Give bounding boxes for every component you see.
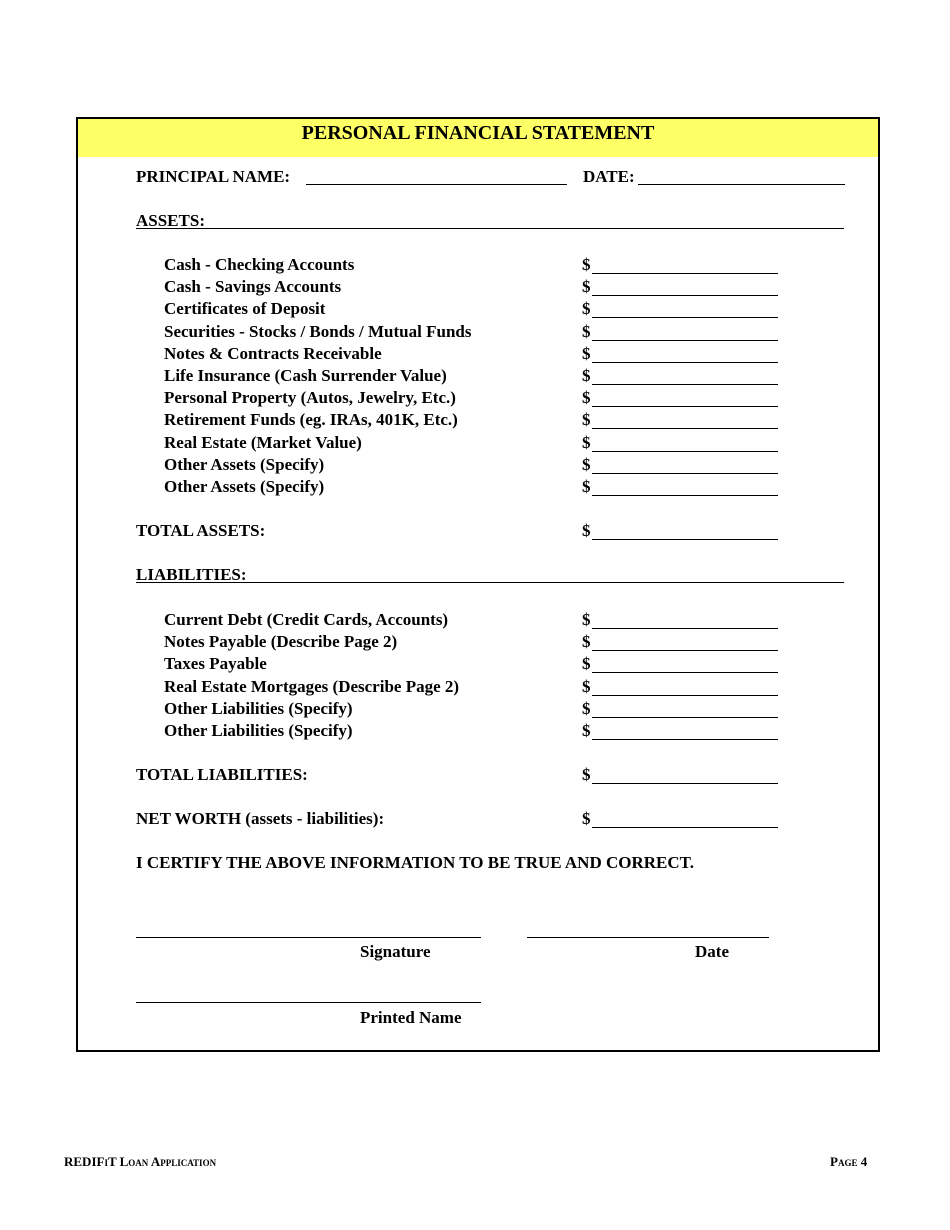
amount-line <box>592 384 778 385</box>
dollar-sign: $ <box>582 610 591 629</box>
asset-amount-field[interactable] <box>582 299 778 321</box>
dollar-sign: $ <box>582 721 591 740</box>
dollar-sign: $ <box>582 366 591 385</box>
asset-amount-field[interactable] <box>582 477 778 499</box>
date-field[interactable] <box>638 184 845 185</box>
dollar-sign: $ <box>582 277 591 297</box>
liability-amount-field[interactable] <box>582 699 778 721</box>
asset-amount-field[interactable] <box>582 366 778 388</box>
asset-item-label: Life Insurance (Cash Surrender Value) <box>164 366 447 385</box>
dollar-sign: $ <box>582 454 591 474</box>
asset-item-label: Other Assets (Specify) <box>164 477 325 496</box>
asset-amount-field[interactable] <box>582 344 778 366</box>
dollar-sign: $ <box>582 321 591 341</box>
total-liabilities-field[interactable] <box>582 765 778 787</box>
amount-line <box>592 473 778 474</box>
printed-name-line[interactable] <box>136 1002 481 1003</box>
assets-heading: ASSETS: <box>136 211 205 230</box>
amount-line <box>592 628 778 629</box>
amount-line <box>592 340 778 341</box>
asset-amount-field[interactable] <box>582 433 778 455</box>
asset-item-label: Other Assets (Specify) <box>164 454 325 474</box>
amount-line <box>592 428 778 429</box>
dollar-sign: $ <box>582 477 591 496</box>
amount-line <box>592 495 778 496</box>
dollar-sign: $ <box>582 521 591 540</box>
asset-item-label: Notes & Contracts Receivable <box>164 343 382 363</box>
liability-item-label: Other Liabilities (Specify) <box>164 698 353 718</box>
liabilities-heading: LIABILITIES: <box>136 565 247 584</box>
liability-item-label: Real Estate Mortgages (Describe Page 2) <box>164 676 460 696</box>
asset-item-label: Cash - Checking Accounts <box>164 255 355 274</box>
certify-statement: I CERTIFY THE ABOVE INFORMATION TO BE TRUE AND CORRECT. <box>136 853 694 872</box>
page-title: PERSONAL FINANCIAL STATEMENT <box>301 122 655 144</box>
sign-date-label: Date <box>695 942 729 961</box>
dollar-sign: $ <box>582 343 591 363</box>
date-label: DATE: <box>583 167 635 186</box>
amount-line <box>592 695 778 696</box>
asset-amount-field[interactable] <box>582 255 778 277</box>
amount-line <box>592 739 778 740</box>
asset-item-label: Personal Property (Autos, Jewelry, Etc.) <box>164 388 456 408</box>
dollar-sign: $ <box>582 255 591 274</box>
liability-item-label: Notes Payable (Describe Page 2) <box>164 632 398 652</box>
amount-line <box>592 362 778 363</box>
liability-amount-field[interactable] <box>582 654 778 676</box>
dollar-sign: $ <box>582 698 591 718</box>
amount-line <box>592 783 778 784</box>
net-worth-label: NET WORTH (assets - liabilities): <box>136 809 385 828</box>
dollar-sign: $ <box>582 654 591 674</box>
asset-amount-field[interactable] <box>582 455 778 477</box>
dollar-sign: $ <box>582 432 591 452</box>
dollar-sign: $ <box>582 765 591 784</box>
sign-date-line[interactable] <box>527 937 769 938</box>
footer-page-number: Page 4 <box>830 1154 868 1169</box>
amount-line <box>592 451 778 452</box>
liability-item-label: Taxes Payable <box>164 654 267 674</box>
dollar-sign: $ <box>582 676 591 696</box>
liability-amount-field[interactable] <box>582 721 778 743</box>
liability-amount-field[interactable] <box>582 677 778 699</box>
dollar-sign: $ <box>582 410 591 430</box>
title-banner <box>78 119 878 157</box>
amount-line <box>592 650 778 651</box>
net-worth-field[interactable] <box>582 809 778 831</box>
printed-name-label: Printed Name <box>360 1008 462 1027</box>
amount-line <box>592 539 778 540</box>
asset-amount-field[interactable] <box>582 322 778 344</box>
dollar-sign: $ <box>582 299 591 319</box>
total-assets-label: TOTAL ASSETS: <box>136 521 266 540</box>
amount-line <box>592 827 778 828</box>
amount-line <box>592 672 778 673</box>
total-assets-field[interactable] <box>582 521 778 543</box>
asset-item-label: Retirement Funds (eg. IRAs, 401K, Etc.) <box>164 410 458 430</box>
signature-label: Signature <box>360 942 431 961</box>
liability-item-label: Other Liabilities (Specify) <box>164 721 353 740</box>
liability-item-label: Current Debt (Credit Cards, Accounts) <box>164 610 449 629</box>
asset-amount-field[interactable] <box>582 410 778 432</box>
footer-app-name: REDIFiT Loan Application <box>64 1154 217 1169</box>
amount-line <box>592 717 778 718</box>
amount-line <box>592 406 778 407</box>
liability-amount-field[interactable] <box>582 610 778 632</box>
asset-amount-field[interactable] <box>582 277 778 299</box>
asset-item-label: Real Estate (Market Value) <box>164 432 362 452</box>
liability-amount-field[interactable] <box>582 632 778 654</box>
amount-line <box>592 317 778 318</box>
principal-name-label: PRINCIPAL NAME: <box>136 167 291 186</box>
asset-amount-field[interactable] <box>582 388 778 410</box>
amount-line <box>592 295 778 296</box>
asset-item-label: Cash - Savings Accounts <box>164 277 342 297</box>
dollar-sign: $ <box>582 388 591 408</box>
assets-heading-underline <box>136 228 844 229</box>
amount-line <box>592 273 778 274</box>
liabilities-heading-underline <box>136 582 844 583</box>
asset-item-label: Securities - Stocks / Bonds / Mutual Funds <box>164 321 472 341</box>
signature-line[interactable] <box>136 937 481 938</box>
total-liabilities-label: TOTAL LIABILITIES: <box>136 765 308 784</box>
principal-name-field[interactable] <box>306 184 567 185</box>
dollar-sign: $ <box>582 632 591 652</box>
asset-item-label: Certificates of Deposit <box>164 299 326 319</box>
dollar-sign: $ <box>582 809 591 828</box>
